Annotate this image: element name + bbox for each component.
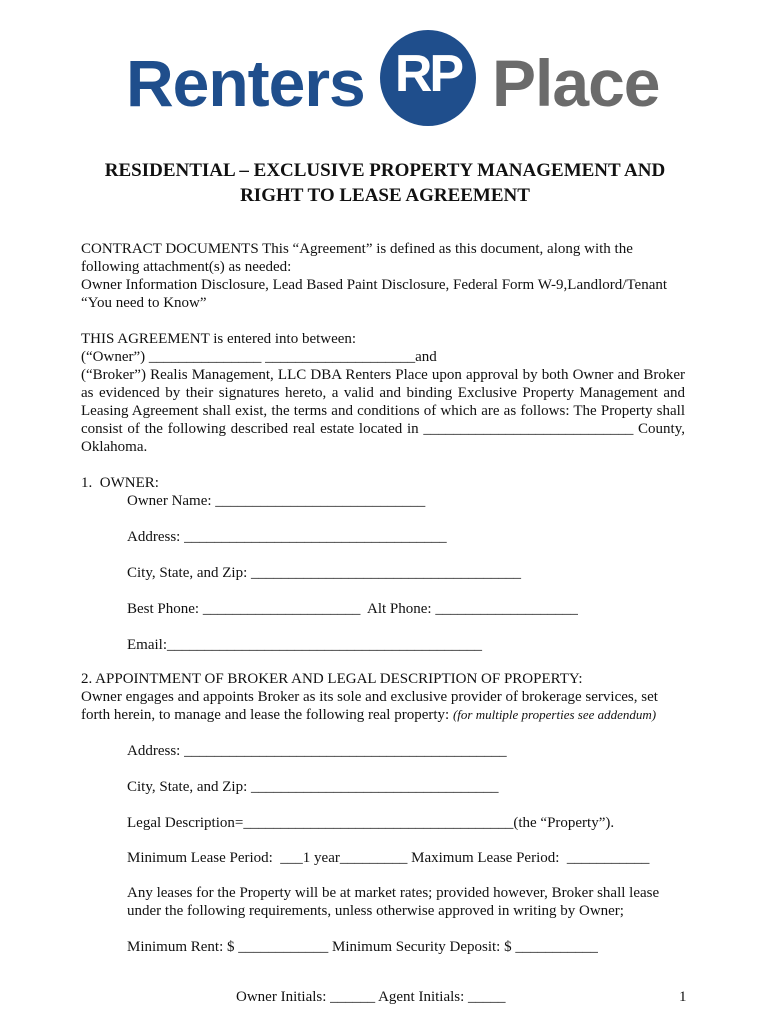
title-line-1: RESIDENTIAL – EXCLUSIVE PROPERTY MANAGEMENT AND (104, 160, 666, 181)
market-rates-line-2: under the following requirements, unless otherwise approved in writing by Owner; (127, 903, 624, 919)
property-address-field: Address: ___________________________________________ (127, 743, 507, 759)
agreement-line-5: Leasing Agreement shall exist, the terms and conditions of which are as follows: The Property shall (81, 403, 685, 419)
agreement-line-3: (“Broker”) Realis Management, LLC DBA Renters Place upon approval by both Owner and Broker (81, 367, 685, 383)
appointment-line-1: Owner engages and appoints Broker as its sole and exclusive provider of brokerage services, set (81, 689, 658, 705)
property-city-field: City, State, and Zip: _________________________________ (127, 779, 499, 795)
logo-word-renters: Renters (126, 46, 365, 120)
contract-documents-line-3: Owner Information Disclosure, Lead Based Paint Disclosure, Federal Form W-9,Landlord/Tenant (81, 277, 668, 293)
logo-rp-circle (380, 30, 476, 126)
legal-description-field: Legal Description=____________________________________(the “Property”). (127, 815, 615, 831)
owner-name-field: Owner Name: ____________________________ (127, 493, 426, 509)
contract-documents-line-2: following attachment(s) as needed: (81, 259, 292, 275)
appointment-line-2-text: forth herein, to manage and lease the following real property: (81, 707, 453, 723)
agreement-line-1: THIS AGREEMENT is entered into between: (81, 331, 357, 347)
title-line-2: RIGHT TO LEASE AGREEMENT (240, 185, 530, 206)
lease-period-fields: Minimum Lease Period: ___1 year_________ Maximum Lease Period: ___________ (127, 850, 650, 866)
addendum-note: (for multiple properties see addendum) (452, 707, 657, 722)
agreement-owner-line: (“Owner”) _______________ ____________________and (81, 349, 437, 365)
appointment-line-2 (81, 706, 656, 724)
owner-phone-fields: Best Phone: _____________________ Alt Phone: ___________________ (127, 601, 578, 617)
appointment-section-heading: 2. APPOINTMENT OF BROKER AND LEGAL DESCRIPTION OF PROPERTY: (81, 671, 583, 687)
logo-word-place: Place (492, 46, 660, 120)
market-rates-line-1: Any leases for the Property will be at market rates; provided however, Broker shall lease (127, 885, 660, 901)
agreement-county-line: consist of the following described real estate located in ____________________________ County, (81, 421, 685, 437)
renters-place-logo (126, 30, 660, 130)
agreement-line-4: as evidenced by their signatures hereto, a valid and binding Exclusive Property Management and (81, 385, 685, 401)
agreement-line-7: Oklahoma. (81, 439, 148, 455)
initials-footer: Owner Initials: ______ Agent Initials: _____ (236, 989, 506, 1005)
minimum-rent-fields: Minimum Rent: $ ____________ Minimum Security Deposit: $ ___________ (127, 939, 598, 955)
page-number: 1 (679, 989, 687, 1005)
owner-email-field: Email:__________________________________________ (127, 637, 482, 653)
contract-documents-line-4: “You need to Know” (81, 295, 207, 311)
owner-section-heading: 1. OWNER: (81, 475, 159, 491)
owner-address-field: Address: ___________________________________ (127, 529, 447, 545)
document-title (60, 158, 710, 208)
contract-documents-line-1: CONTRACT DOCUMENTS This “Agreement” is defined as this document, along with the (81, 241, 633, 257)
owner-city-field: City, State, and Zip: ____________________________________ (127, 565, 522, 581)
logo-rp-mark: RP (394, 45, 462, 103)
